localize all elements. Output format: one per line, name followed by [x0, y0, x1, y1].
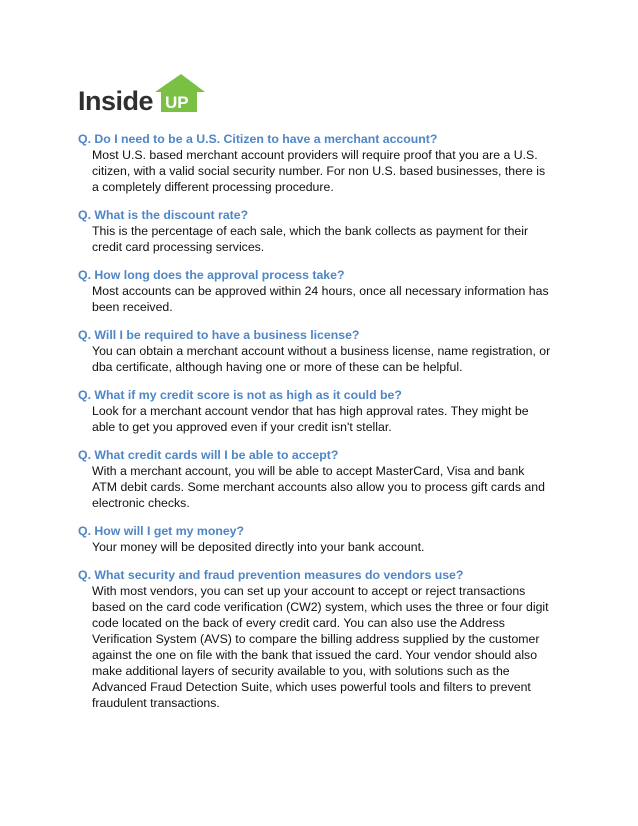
- faq-answer-line: code located on the back of every credit card. You can also use the Address: [92, 616, 505, 630]
- faq-list: [78, 131, 578, 723]
- logo-up-mark: [151, 72, 207, 118]
- faq-answer-line: This is the percentage of each sale, which the bank collects as payment for their: [92, 224, 529, 238]
- faq-answer: [92, 539, 572, 555]
- faq-question: Q. Will I be required to have a business license?: [78, 328, 360, 342]
- faq-answer-line: Verification System (AVS) to compare the billing address supplied by the customer: [92, 632, 540, 646]
- faq-item: [78, 387, 578, 435]
- faq-question: Q. What credit cards will I be able to accept?: [78, 448, 339, 462]
- faq-question: Q. Do I need to be a U.S. Citizen to have a merchant account?: [78, 132, 438, 146]
- faq-answer: [92, 403, 572, 435]
- faq-answer-line: credit card processing services.: [92, 240, 265, 254]
- faq-answer-line: a completely different processing procedure.: [92, 180, 334, 194]
- insideup-logo: [78, 72, 208, 122]
- faq-answer-line: able to get you approved even if your credit isn't stellar.: [92, 420, 392, 434]
- faq-answer: [92, 463, 572, 511]
- faq-answer: [92, 223, 572, 255]
- faq-answer-line: dba certificate, although having one or more of these can be helpful.: [92, 360, 463, 374]
- faq-item: [78, 567, 578, 711]
- faq-answer-line: You can obtain a merchant account without a business license, name registration, or: [92, 344, 551, 358]
- faq-answer-line: based on the card code verification (CW2) system, which uses the three or four digit: [92, 600, 549, 614]
- faq-answer: [92, 147, 572, 195]
- svg-text:UP: UP: [165, 93, 189, 112]
- faq-answer-line: make additional layers of security available to you, with solutions such as the: [92, 664, 510, 678]
- faq-item: [78, 327, 578, 375]
- faq-answer-line: Advanced Fraud Detection Suite, which uses powerful tools and filters to prevent: [92, 680, 531, 694]
- faq-item: [78, 131, 578, 195]
- faq-answer-line: fraudulent transactions.: [92, 696, 220, 710]
- faq-answer: [92, 343, 572, 375]
- faq-item: [78, 447, 578, 511]
- faq-answer: [92, 583, 572, 711]
- faq-answer-line: With most vendors, you can set up your account to accept or reject transactions: [92, 584, 526, 598]
- faq-answer-line: ATM debit cards. Some merchant accounts also allow you to process gift cards and: [92, 480, 545, 494]
- faq-question: Q. How will I get my money?: [78, 524, 245, 538]
- faq-answer-line: been received.: [92, 300, 173, 314]
- faq-question: Q. How long does the approval process take?: [78, 268, 345, 282]
- faq-answer-line: citizen, with a valid social security number. For non U.S. based businesses, there is: [92, 164, 546, 178]
- faq-answer-line: Most U.S. based merchant account providers will require proof that you are a U.S.: [92, 148, 538, 162]
- faq-answer-line: Your money will be deposited directly into your bank account.: [92, 540, 425, 554]
- faq-item: [78, 523, 578, 555]
- faq-answer: [92, 283, 572, 315]
- faq-answer-line: Most accounts can be approved within 24 hours, once all necessary information has: [92, 284, 549, 298]
- faq-question: Q. What is the discount rate?: [78, 208, 249, 222]
- faq-answer-line: electronic checks.: [92, 496, 190, 510]
- faq-answer-line: With a merchant account, you will be able to accept MasterCard, Visa and bank: [92, 464, 525, 478]
- faq-item: [78, 207, 578, 255]
- faq-answer-line: against the one on file with the bank that issued the card. Your vendor should also: [92, 648, 538, 662]
- faq-question: Q. What security and fraud prevention measures do vendors use?: [78, 568, 464, 582]
- faq-item: [78, 267, 578, 315]
- faq-question: Q. What if my credit score is not as high as it could be?: [78, 388, 402, 402]
- faq-answer-line: Look for a merchant account vendor that has high approval rates. They might be: [92, 404, 529, 418]
- logo-wordmark: Inside: [78, 86, 154, 116]
